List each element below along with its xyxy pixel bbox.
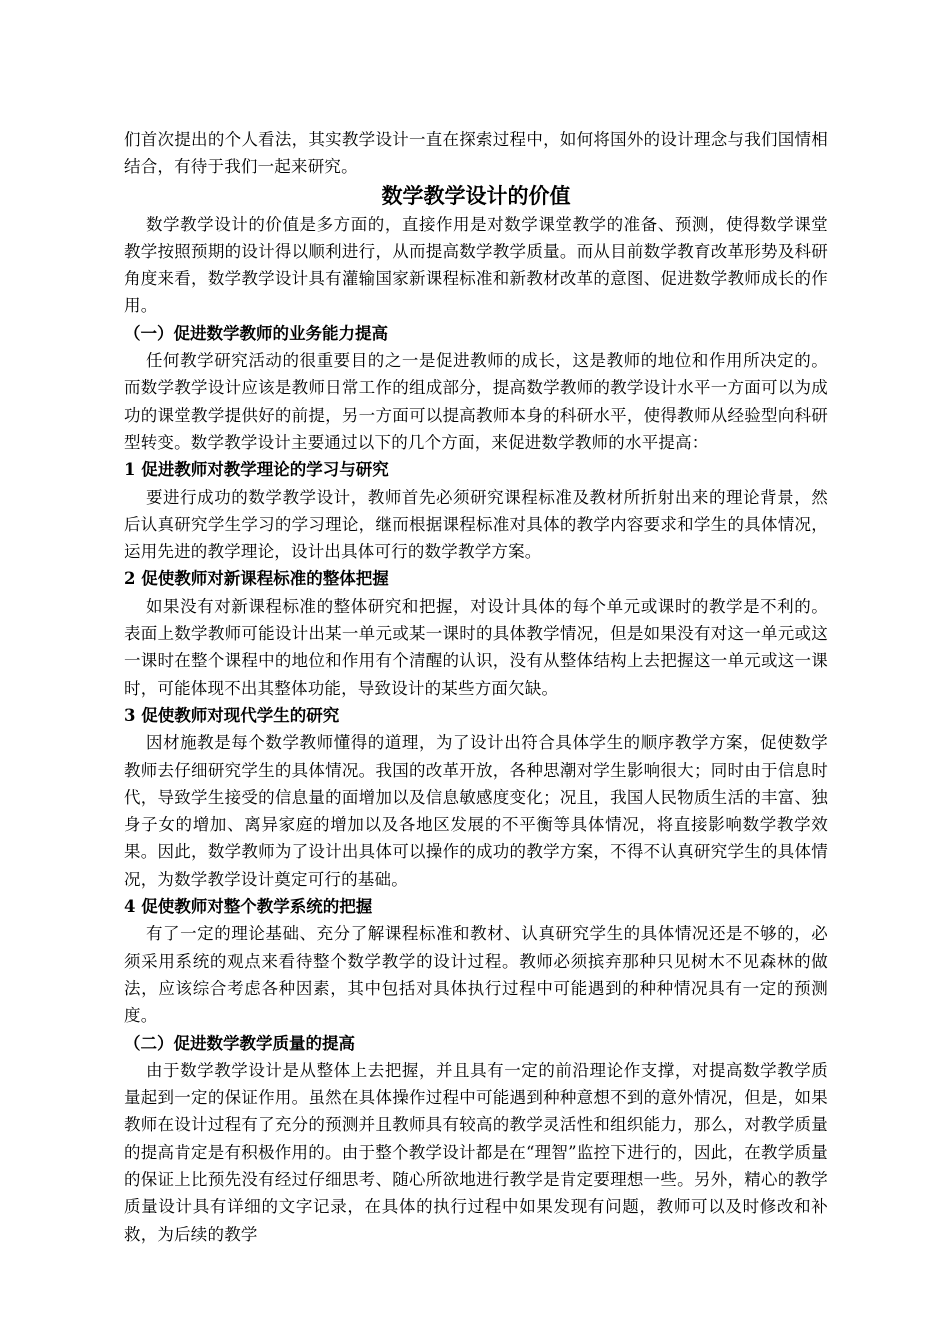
subsection-1-paragraph: 要进行成功的数学教学设计，教师首先必须研究课程标准及教材所折射出来的理论背景，然后认真研究学生学习的学习理论，继而根据课程标准对具体的教学内容要求和学生的具体情况，运用先进的教学理论，设计出具体可行的数学教学方案。 (124, 487, 828, 562)
subsection-3-heading: 3 促使教师对现代学生的研究 (124, 705, 340, 725)
subsection-4-paragraph: 有了一定的理论基础、充分了解课程标准和教材、认真研究学生的具体情况还是不够的，必须采用系统的观点来看待整个数学教学的设计过程。教师必须摈弃那种只见树木不见森林的做法，应该综合考虑各种因素，其中包括对具体执行过程中可能遇到的种种情况具有一定的预测度。 (124, 924, 828, 1026)
subsection-2-heading: 2 促使教师对新课程标准的整体把握 (124, 569, 389, 589)
subsection-4-heading: 4 促使教师对整个教学系统的把握 (124, 897, 373, 917)
intro-paragraph: 数学教学设计的价值是多方面的，直接作用是对数学课堂教学的准备、预测，使得数学课堂教学按照预期的设计得以顺利进行，从而提高数学教学质量。而从目前数学教育改革形势及科研角度来看，数学教学设计具有灌输国家新课程标准和新教材改革的意图、促进数学教师成长的作用。 (124, 214, 828, 316)
subsection-2-paragraph: 如果没有对新课程标准的整体研究和把握，对设计具体的每个单元或课时的教学是不利的。表面上数学教师可能设计出某一单元或某一课时的具体教学情况，但是如果没有对这一单元或这一课时在整个课程中的地位和作用有个清醒的认识，没有从整体结构上去把握这一单元或这一课时，可能体现不出其整体功能，导致设计的某些方面欠缺。 (124, 596, 828, 698)
subsection-1-heading: 1 促进教师对教学理论的学习与研究 (124, 460, 389, 480)
section-1-heading: （一）促进数学教师的业务能力提高 (124, 323, 388, 343)
subsection-3-paragraph: 因材施教是每个数学教师懂得的道理，为了设计出符合具体学生的顺序教学方案，促使数学教师去仔细研究学生的具体情况。我国的改革开放，各种思潮对学生影响很大；同时由于信息时代，导致学生接受的信息量的面增加以及信息敏感度变化；况且，我国人民物质生活的丰富、独身子女的增加、离异家庭的增加以及各地区发展的不平衡等具体情况，将直接影响数学教学效果。因此，数学教师为了设计出具体可以操作的成功的教学方案，不得不认真研究学生的具体情况，为数学教学设计奠定可行的基础。 (124, 733, 828, 889)
section-1-paragraph: 任何教学研究活动的很重要目的之一是促进教师的成长，这是教师的地位和作用所决定的。而数学教学设计应该是教师日常工作的组成部分，提高数学教师的教学设计水平一方面可以为成功的课堂教学提供好的前提，另一方面可以提高教师本身的科研水平，使得教师从经验型向科研型转变。数学教学设计主要通过以下的几个方面，来促进数学教师的水平提高： (124, 351, 828, 452)
section-2-paragraph: 由于数学教学设计是从整体上去把握，并且具有一定的前沿理论作支撑，对提高数学教学质量起到一定的保证作用。虽然在具体操作过程中可能遇到种种意想不到的意外情况，但是，如果教师在设计过程有了充分的预测并且教师具有较高的教学灵活性和组织能力，那么，对教学质量的提高肯定是有积极作用的。由于整个教学设计都是在“理智”监控下进行的，因此，在教学质量的保证上比预先没有经过仔细思考、随心所欲地进行教学是肯定要理想一些。另外，精心的教学质量设计具有详细的文字记录，在具体的执行过程中如果发现有问题，教师可以及时修改和补救，为后续的教学 (124, 1060, 828, 1244)
document-title: 数学教学设计的价值 (381, 182, 571, 208)
section-2-heading: （二）促进数学教学质量的提高 (124, 1033, 355, 1053)
document-page (124, 126, 828, 1248)
continuation-paragraph: 们首次提出的个人看法，其实教学设计一直在探索过程中，如何将国外的设计理念与我们国情相结合，有待于我们一起来研究。 (124, 130, 828, 177)
